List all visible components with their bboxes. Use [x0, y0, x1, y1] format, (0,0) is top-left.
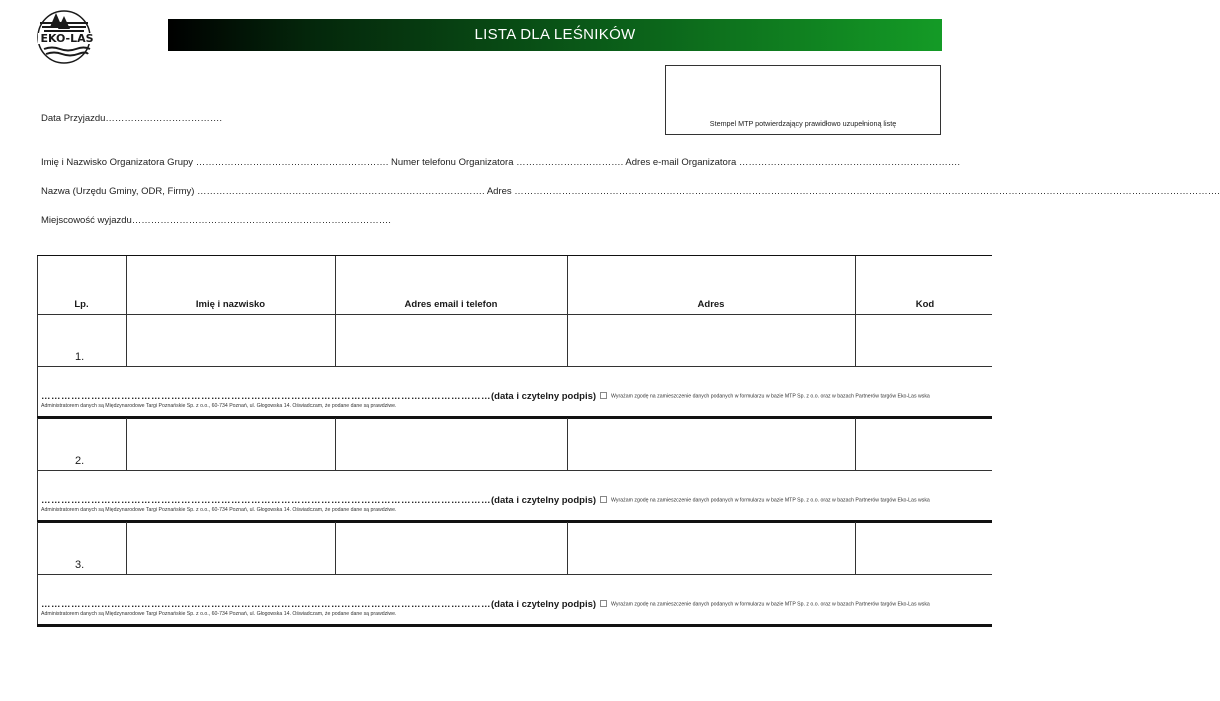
row-number: 2. — [75, 455, 85, 467]
consent-checkbox[interactable] — [600, 600, 607, 607]
arrival-date-field[interactable]: Data Przyjazdu………………………………. — [41, 113, 223, 124]
consent-checkbox[interactable] — [600, 496, 607, 503]
column-header-code: Kod — [915, 299, 935, 310]
signature-line[interactable]: ………………………………………………………………………………………………………………………(data i czytelny podpis) Wyrażam zgodę na zamieszczenie danych podanych w formularzu w bazie MTP Sp. z o.o. oraz w bazach Partnerów targów Eko-Las wska — [41, 599, 930, 610]
row-number: 1. — [75, 351, 85, 363]
admin-notice: Administratorem danych są Międzynarodowe Targi Poznańskie Sp. z o.o., 60-734 Poznań, ul. Głogowska 14. Oświadczam, że podane dane są prawdziwe. — [41, 507, 397, 513]
consent-checkbox[interactable] — [600, 392, 607, 399]
signature-row — [37, 366, 992, 419]
column-header-name: Imię i nazwisko — [195, 299, 266, 310]
table-row[interactable] — [37, 314, 992, 367]
eko-las-logo-icon — [34, 7, 122, 67]
row-number: 3. — [75, 559, 85, 571]
table-header-row — [37, 255, 992, 315]
departure-city-field[interactable]: Miejscowość wyjazdu………………………………………………………………………. — [41, 215, 391, 226]
address-field[interactable]: Adres ……………………………………………………………………………………………………………………………………………………………………………………………………. — [486, 186, 1220, 197]
institution-row — [41, 186, 1220, 197]
signature-line[interactable]: ………………………………………………………………………………………………………………………(data i czytelny podpis) Wyrażam zgodę na zamieszczenie danych podanych w formularzu w bazie MTP Sp. z o.o. oraz w bazach Partnerów targów Eko-Las wska — [41, 391, 930, 402]
organizer-phone-field[interactable]: Numer telefonu Organizatora ……………………………. — [390, 157, 624, 168]
organizer-email-field[interactable]: Adres e-mail Organizatora ……………………………………………………………. — [625, 157, 961, 168]
svg-text:EKO-LAS: EKO-LAS — [40, 32, 94, 45]
consent-text: Wyrażam zgodę na zamieszczenie danych podanych w formularzu w bazie MTP Sp. z o.o. oraz w bazach Partnerów targów Eko-Las wska — [611, 497, 930, 504]
signature-label: (data i czytelny podpis) — [491, 391, 597, 402]
admin-notice: Administratorem danych są Międzynarodowe Targi Poznańskie Sp. z o.o., 60-734 Poznań, ul. Głogowska 14. Oświadczam, że podane dane są prawdziwe. — [41, 403, 397, 409]
stamp-box — [665, 65, 941, 135]
signature-label: (data i czytelny podpis) — [491, 599, 597, 610]
organizer-row — [41, 157, 960, 168]
stamp-label: Stempel MTP potwierdzający prawidłowo uzupełnioną listę — [709, 119, 897, 128]
table-row[interactable] — [37, 418, 992, 471]
column-header-email-phone: Adres email i telefon — [404, 299, 498, 310]
column-header-lp: Lp. — [74, 299, 89, 310]
signature-line[interactable]: ………………………………………………………………………………………………………………………(data i czytelny podpis) Wyrażam zgodę na zamieszczenie danych podanych w formularzu w bazie MTP Sp. z o.o. oraz w bazach Partnerów targów Eko-Las wska — [41, 495, 930, 506]
column-header-address: Adres — [697, 299, 725, 310]
signature-label: (data i czytelny podpis) — [491, 495, 597, 506]
institution-field[interactable]: Nazwa (Urzędu Gminy, ODR, Firmy) ………………………………………………………………………………. — [41, 186, 485, 197]
signature-row — [37, 470, 992, 523]
organizer-name-field[interactable]: Imię i Nazwisko Organizatora Grupy ……………………………………………………. — [41, 157, 389, 168]
signature-row — [37, 574, 992, 627]
admin-notice: Administratorem danych są Międzynarodowe Targi Poznańskie Sp. z o.o., 60-734 Poznań, ul. Głogowska 14. Oświadczam, że podane dane są prawdziwe. — [41, 611, 397, 617]
page-title: LISTA DLA LEŚNIKÓW — [168, 19, 942, 51]
consent-text: Wyrażam zgodę na zamieszczenie danych podanych w formularzu w bazie MTP Sp. z o.o. oraz w bazach Partnerów targów Eko-Las wska — [611, 601, 930, 608]
table-row[interactable] — [37, 522, 992, 575]
consent-text: Wyrażam zgodę na zamieszczenie danych podanych w formularzu w bazie MTP Sp. z o.o. oraz w bazach Partnerów targów Eko-Las wska — [611, 393, 930, 400]
